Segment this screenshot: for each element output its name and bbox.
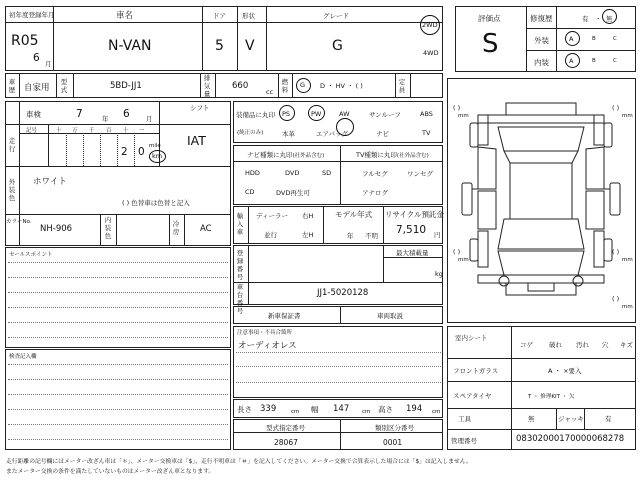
mgmt-label: 管理番号	[451, 437, 477, 445]
ac-value: AC	[200, 224, 212, 234]
doc-warranty: 新車保証書	[268, 312, 301, 320]
footer-line2: またメーター交換の条件を満たしていないものはメーター改ざん車となります。	[6, 469, 215, 475]
recycle-label: リサイクル預託金	[385, 210, 444, 219]
import-dealer: ディーラー	[256, 212, 288, 220]
length-unit: cm	[291, 409, 300, 415]
repair-yes: 有	[582, 15, 589, 23]
tv-title-main: TV種類に丸印	[356, 151, 397, 159]
model-year-label: モデル年式	[335, 210, 373, 219]
shift-value: IAT	[187, 133, 206, 148]
jack-value: 有	[605, 415, 612, 423]
disp-value: 660	[232, 81, 249, 91]
spare-label: スペアタイヤ	[453, 392, 492, 400]
interior-grade-b: B	[592, 58, 596, 64]
windshield-label: フロントガラス	[453, 367, 499, 375]
diagram-label-5: ( )	[612, 295, 620, 303]
equip-sunroof: サンルーフ	[369, 111, 401, 119]
navi-dvd-play: DVD再生可	[276, 189, 310, 197]
inspection-year-unit: 年	[102, 115, 109, 123]
interior-grade-c: C	[613, 58, 617, 64]
class-no-label: 類別区分番号	[375, 424, 414, 432]
disp-unit: cc	[266, 88, 274, 96]
notes-value: オーディオレス	[238, 341, 297, 351]
windshield-value: A ・ ×要入	[548, 367, 582, 375]
interior-color-label: 内装色	[104, 216, 112, 240]
docs-block	[233, 306, 443, 324]
equip-airbag: エアバッグ	[316, 130, 348, 138]
navi-sd: SD	[322, 169, 332, 177]
model-year-unit: 年	[347, 232, 354, 240]
import-label: 輸入車	[236, 212, 244, 236]
jack-label: ジャッキ	[558, 415, 584, 423]
reg-month: 6	[33, 52, 40, 64]
interior-grade-label: 内装	[534, 58, 549, 67]
digit-label-3: 千	[89, 128, 95, 134]
tv-oneseg: ワンセグ	[407, 170, 433, 178]
use-label: 車歴	[8, 78, 16, 94]
exterior-color-note: ( ) 色替車は色替と記入	[122, 199, 190, 207]
width-value: 147	[333, 404, 350, 414]
notes-label: 注意事項・不具合箇所	[237, 330, 293, 336]
color-no-value: NH-906	[40, 224, 73, 234]
tv-fullseg: フルセグ	[362, 170, 388, 178]
tv-analog: アナログ	[362, 189, 388, 197]
model-value: 5BD-JJ1	[110, 81, 142, 91]
repair-no: 無	[606, 15, 613, 23]
equipment-label: 装備品に丸印	[236, 111, 275, 119]
recycle-unit: 円	[434, 231, 441, 239]
equip-navi: ナビ	[376, 130, 389, 138]
type-no-label: 型式指定番号	[266, 424, 305, 432]
sheet-ana: 穴	[602, 341, 609, 349]
car-diagram	[447, 78, 636, 323]
navi-hdd: HDD	[245, 169, 260, 177]
diagram-mm-2: mm	[622, 113, 633, 119]
car-name-label: 車名	[116, 11, 134, 21]
doc-manual: 車両取説	[377, 312, 403, 320]
tools-value: 無	[528, 415, 535, 423]
height-label: 高さ	[378, 405, 393, 414]
reg-month-unit: 月	[45, 60, 52, 68]
chassis-value: JJ1-5020128	[317, 288, 369, 298]
spare-value: T ・ 修理KIT ・ 欠	[528, 394, 575, 400]
repair-sep: ・	[595, 15, 602, 23]
digit-label-0: 記号	[26, 128, 38, 134]
diagram-label-4: ( )	[612, 248, 620, 256]
inspection-month: 6	[123, 108, 130, 120]
inspection-year: 7	[76, 108, 83, 120]
inspector-label: 検査記入欄	[9, 354, 37, 360]
diagram-mm-1: mm	[458, 113, 469, 119]
color-no-label: カラーNo.	[6, 219, 32, 225]
disp-label: 排気量	[203, 74, 211, 98]
door-label: ドア	[213, 12, 226, 20]
mgmt-value: 08302000170000068278	[516, 434, 625, 444]
import-parallel: 並行	[264, 231, 277, 239]
left-block	[5, 101, 231, 246]
diagram-label-2: ( )	[612, 104, 620, 112]
sheet-yabure: 破れ	[549, 341, 562, 349]
exterior-label: 外装色	[8, 178, 16, 202]
diagram-mm-3: mm	[458, 257, 469, 263]
interior-grade-a: A	[569, 57, 574, 65]
diagram-mm-5: mm	[622, 304, 633, 310]
unit-km: km	[152, 152, 163, 160]
fuel-label: 燃料	[281, 78, 289, 94]
score-value: S	[482, 29, 499, 59]
diagram-label-3: ( )	[453, 248, 461, 256]
sales-point-label: セールスポイント	[9, 252, 53, 258]
equip-leather: 本革	[282, 130, 295, 138]
model-label: 型式	[60, 78, 68, 94]
digit-label-2: 万	[72, 128, 78, 134]
ac-label: 冷房	[172, 220, 180, 236]
tv-title-sub: (社外品含む)	[396, 153, 429, 159]
type-no-value: 28067	[274, 438, 298, 447]
width-unit: cm	[362, 409, 371, 415]
equip-tv: TV	[422, 129, 431, 137]
equip-abs: ABS	[420, 110, 433, 118]
inspection-label: 車検	[26, 110, 41, 119]
mileage-digit-6: 0	[138, 146, 145, 158]
fuel-g: G	[300, 81, 306, 89]
navi-title-sub: (社外品含む)	[292, 153, 325, 159]
equip-ps: PS	[282, 110, 291, 118]
tv-title	[356, 150, 429, 159]
exterior-grade-a: A	[569, 35, 574, 43]
capacity-label: 定員	[398, 78, 406, 94]
tools-label: 工具	[458, 415, 471, 423]
height-unit: cm	[432, 409, 441, 415]
length-value: 339	[260, 404, 277, 414]
reg-year: R05	[11, 33, 39, 49]
class-no-value: 0001	[383, 438, 403, 447]
navi-title	[247, 150, 324, 159]
inspection-month-unit: 月	[146, 115, 153, 123]
sheet-koge: コゲ	[520, 341, 533, 349]
equip-pw: PW	[311, 110, 322, 118]
drive-2wd: 2WD	[422, 21, 438, 29]
diagram-label-1: ( )	[453, 104, 461, 112]
navi-title-main: ナビ種類に丸印	[247, 151, 293, 159]
digit-label-6: 一	[139, 128, 145, 134]
shape-label: 形状	[242, 12, 255, 20]
drive-4wd: 4WD	[423, 49, 439, 57]
fuel-options: D ・ HV ・ ( )	[320, 82, 363, 90]
diagram-mm-4: mm	[622, 257, 633, 263]
interior-sheet-label: 室内シート	[455, 334, 488, 342]
digit-label-1: 十	[56, 128, 62, 134]
model-year-unknown: 不明	[365, 232, 378, 240]
exterior-grade-label: 外装	[534, 36, 549, 45]
navi-dvd: DVD	[285, 169, 300, 177]
sheet-kizu: キズ	[620, 341, 633, 349]
mileage-label: 走行	[8, 137, 16, 153]
row2-table	[5, 73, 443, 98]
doors: 5	[215, 38, 224, 54]
grade-label: グレード	[323, 12, 349, 20]
max-load-label: 最大積載量	[396, 249, 429, 257]
unit-mile: mile	[149, 143, 161, 149]
recycle-value: 7,510	[396, 224, 427, 236]
reg-year-label: 初年度登録年月	[9, 11, 55, 19]
reg-no-label: 登録番号	[236, 249, 244, 281]
exterior-grade-c: C	[613, 36, 617, 42]
notes-block	[233, 326, 443, 398]
grade: G	[332, 38, 343, 54]
score-label: 評価点	[478, 14, 501, 23]
car-name: N-VAN	[108, 38, 152, 54]
shape: V	[245, 38, 255, 54]
equipment-sub: (純正のみ)	[237, 130, 264, 136]
car-diagram-svg	[448, 79, 635, 322]
max-load-unit: kg	[435, 270, 443, 278]
digit-label-5: 十	[123, 128, 129, 134]
exterior-value: ホワイト	[33, 177, 67, 187]
shift-label: シフト	[190, 104, 210, 112]
length-label: 長さ	[237, 405, 252, 414]
width-label: 幅	[311, 405, 319, 414]
import-left: 左H	[302, 231, 314, 239]
height-value: 194	[406, 404, 423, 414]
exterior-grade-b: B	[592, 36, 596, 42]
equip-aw: AW	[339, 110, 350, 118]
navi-cd: CD	[245, 188, 255, 196]
chassis-label: 車台番号	[236, 283, 244, 315]
import-right: 右H	[302, 212, 314, 220]
footer-line1: 走行距離の記号欄にはメーター改ざん車は「＊」、メーター交換車は「$」、走行不明車は「＃」を記入してください。メーター交換で合算表示した場合には「$」は記入しません。	[6, 459, 472, 465]
digit-label-4: 百	[106, 128, 112, 134]
repair-label: 修復歴	[530, 14, 553, 23]
use-value: 自家用	[24, 83, 50, 93]
mileage-digit-5: 2	[121, 146, 128, 158]
sheet-yogore: 汚れ	[576, 341, 589, 349]
